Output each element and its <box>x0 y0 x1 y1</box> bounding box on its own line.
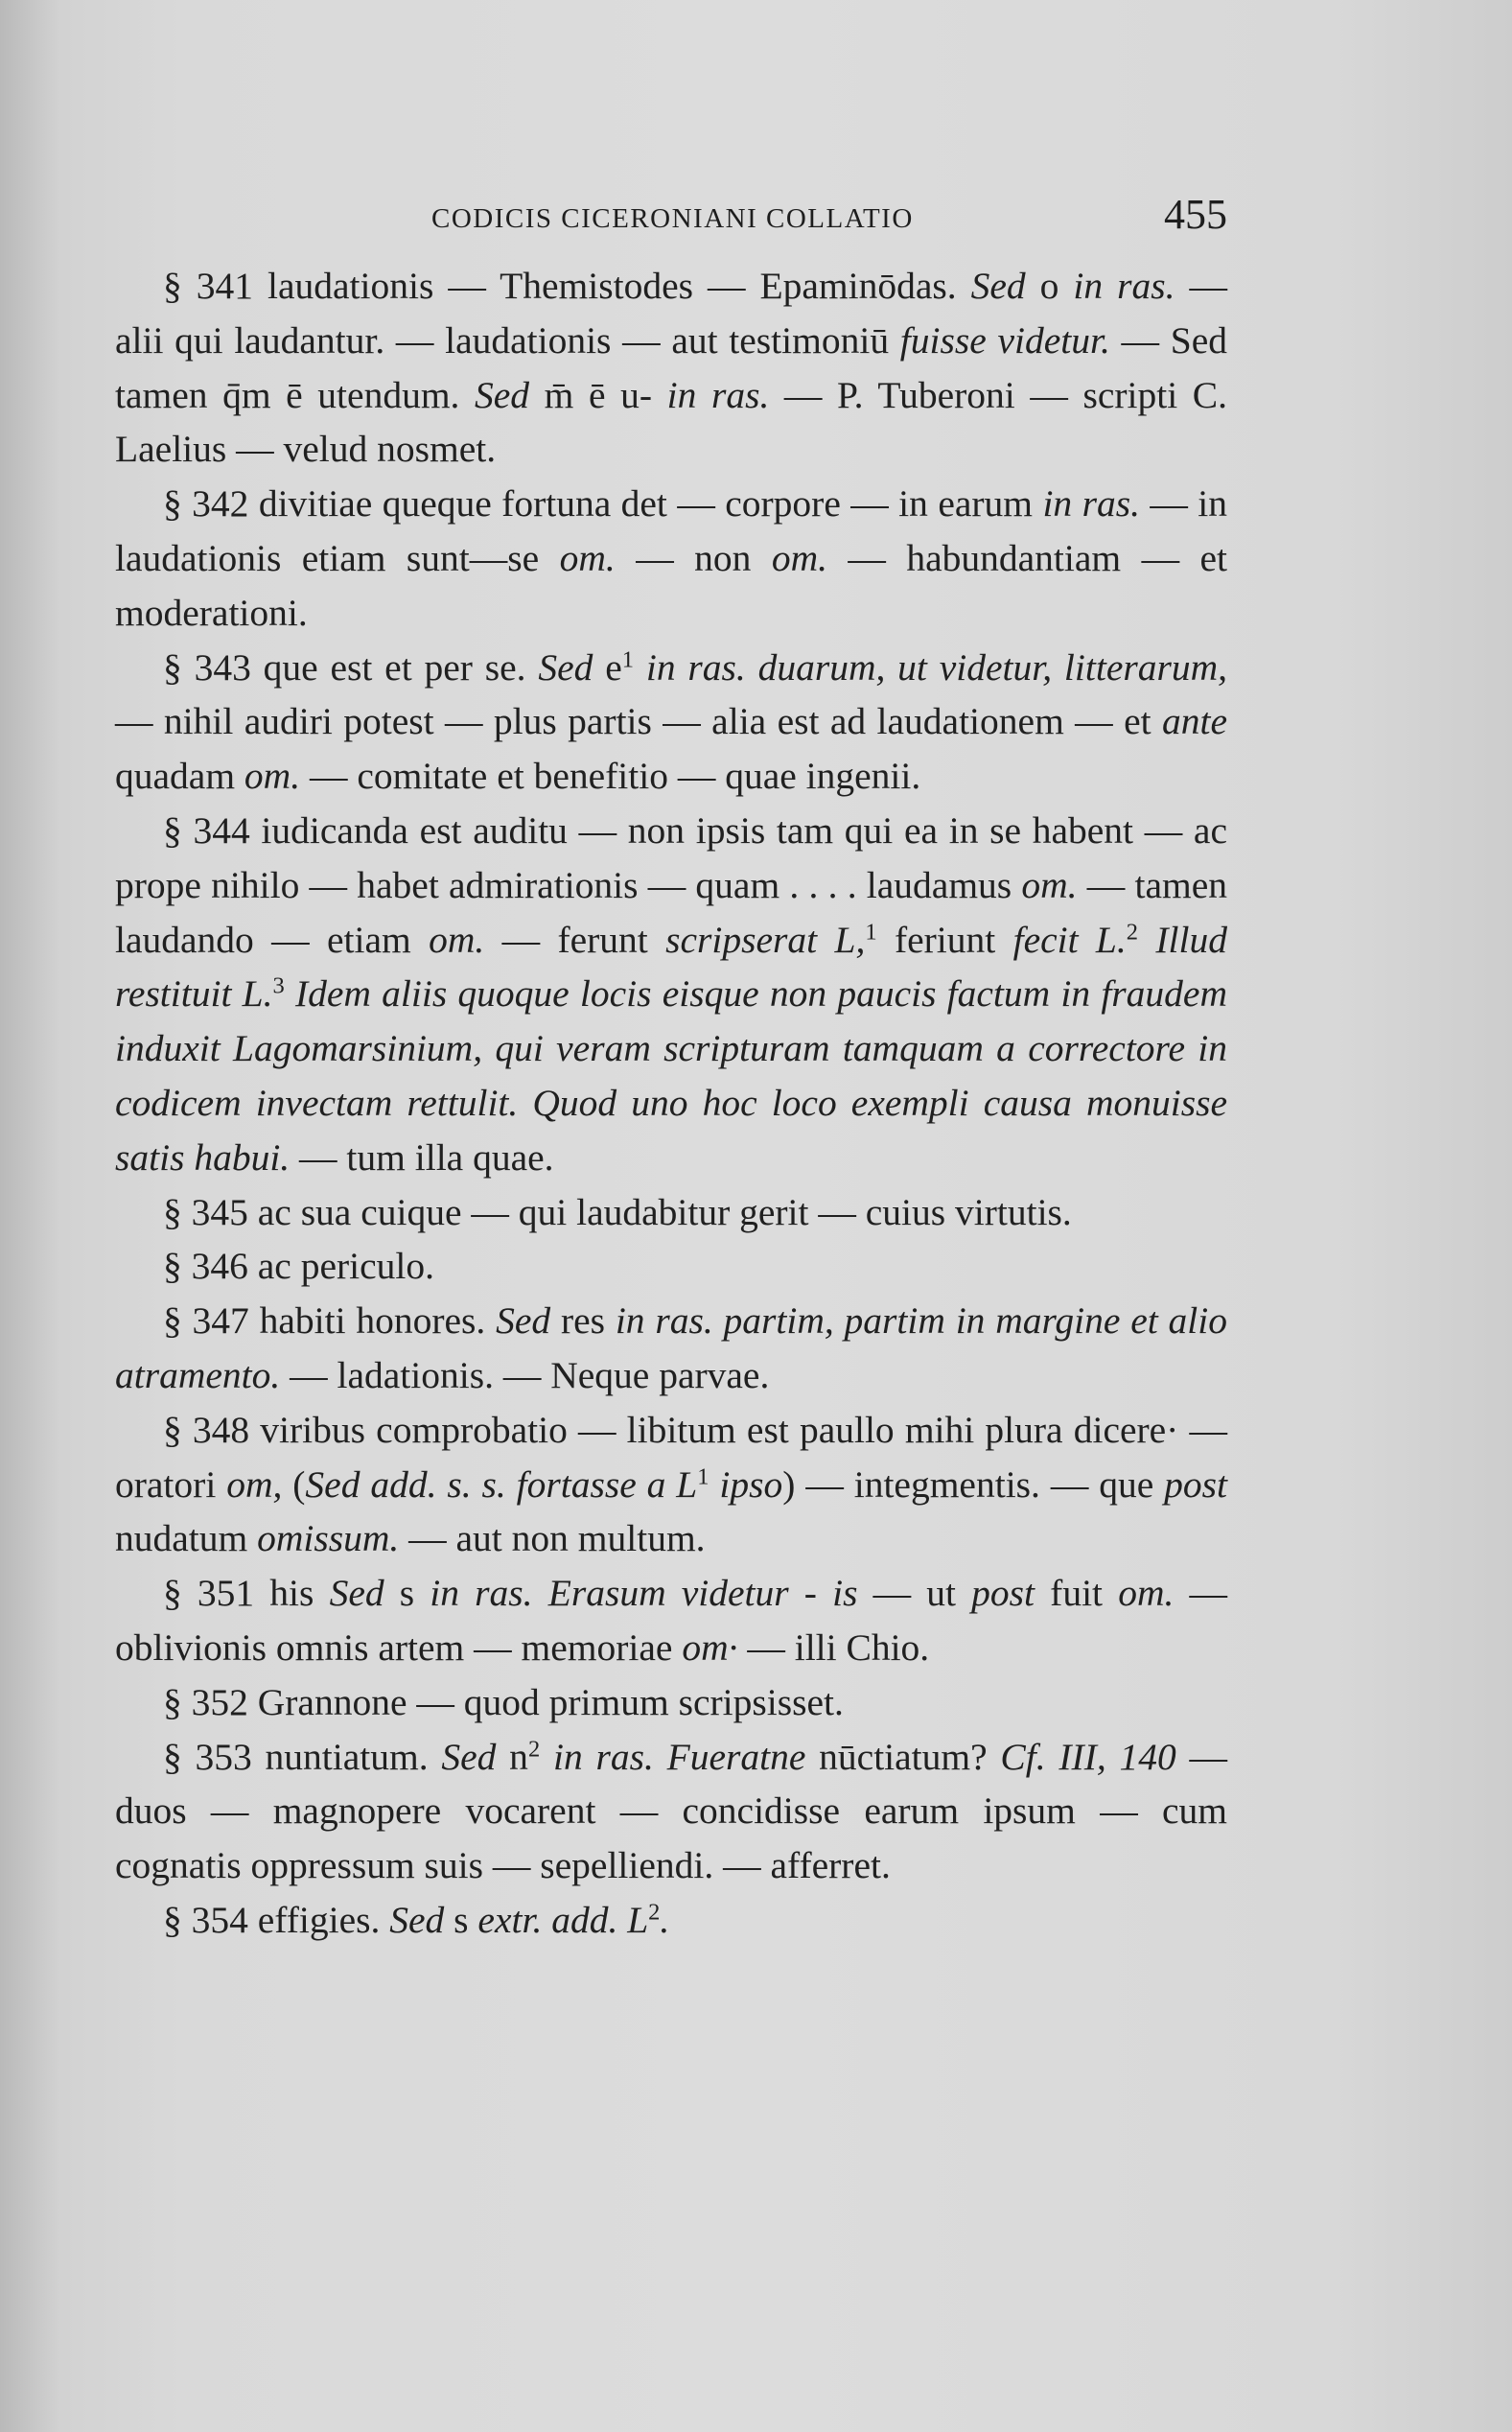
editorial-note: Sed add. s. s. fortasse a L <box>305 1462 698 1506</box>
collation-text-segment: — nihil audiri potest — plus partis — alia est ad laudationem — et <box>115 700 1162 743</box>
footnote-marker: 1 <box>865 919 877 946</box>
footnote-marker: 2 <box>1126 919 1139 946</box>
collation-text-segment: ( <box>282 1462 306 1506</box>
collation-text-segment: m̄ ē u- <box>529 373 667 416</box>
editorial-note: . <box>660 1898 670 1941</box>
collation-text-segment: — habundantiam — et moderationi. <box>115 536 1228 634</box>
editorial-note: Idem aliis quoque locis eisque non paucis factum in fraudem induxit Lagomarsinium, qui veram scripturam tamquam a correctore in codicem invectam rettulit. Quod uno hoc loco exempli causa monuisse satis habui. <box>115 972 1227 1179</box>
editorial-note: om. <box>771 536 827 579</box>
footnote-marker: 3 <box>272 972 285 999</box>
editorial-note: ipso <box>719 1462 783 1506</box>
collation-text-segment: nūctiatum? <box>805 1735 1001 1778</box>
collation-text-segment: § 344 iudicanda est auditu — non ipsis tam qui ea in se habent — ac prope nihilo — habet admirationis — quam . . . . laudamus <box>115 808 1227 906</box>
entry-353 <box>115 1730 1227 1893</box>
editorial-note: Cf. III, 140 <box>1000 1735 1176 1778</box>
editorial-note: in ras. <box>1042 482 1140 526</box>
collation-text-segment: — duos — magnopere vocarent — concidisse earum ipsum — cum cognatis oppressum suis — sepelliendi. — afferret. <box>115 1735 1228 1887</box>
collation-text-segment: s <box>444 1898 478 1941</box>
collation-text-segment: ) — integmentis. — que <box>782 1462 1165 1506</box>
editorial-note: Illud restituit L. <box>115 918 1227 1016</box>
page-number: 455 <box>1164 191 1227 238</box>
editorial-note: om, <box>226 1462 283 1506</box>
editorial-note: post <box>1164 1462 1228 1506</box>
collation-text-segment: — aut non multum. <box>399 1517 706 1560</box>
editorial-note: Sed <box>441 1735 497 1778</box>
editorial-note: omissum. <box>257 1517 400 1560</box>
collation-text-segment: — ladationis. — Neque parvae. <box>280 1353 770 1396</box>
collation-text-segment: — alii qui laudantur. — laudationis — aut testimoniū <box>115 265 1227 362</box>
editorial-note: post <box>971 1572 1035 1615</box>
collation-text-segment: — tamen laudando — etiam <box>115 863 1227 961</box>
entry-352 <box>115 1675 1227 1730</box>
editorial-note: scripserat L, <box>665 918 866 961</box>
entry-343 <box>115 641 1227 804</box>
collation-text-segment: — in laudationis etiam sunt—se <box>115 482 1228 579</box>
collation-text-segment: nudatum <box>115 1517 258 1560</box>
footnote-marker: 1 <box>697 1463 709 1490</box>
collation-text-segment: — non <box>615 536 772 579</box>
collation-text-segment: § 343 que est et per se. <box>163 645 539 689</box>
collation-text-segment: feriunt <box>876 918 1013 961</box>
editorial-note: Sed <box>329 1572 384 1615</box>
collation-text <box>115 259 1227 1948</box>
editorial-note: fecit L. <box>1012 918 1127 961</box>
collation-text-segment: — ferunt <box>484 918 666 961</box>
collation-text-segment: e <box>593 645 622 689</box>
collation-text-segment <box>1138 919 1155 961</box>
collation-text-segment: s <box>384 1572 430 1615</box>
collation-text-segment: — comitate et benefitio — quae ingenii. <box>300 755 921 798</box>
footnote-marker: 1 <box>621 646 635 673</box>
collation-text-segment <box>540 1736 553 1778</box>
editorial-note: in ras. duarum, ut videtur, litterarum, <box>645 645 1228 689</box>
entry-345 <box>115 1185 1227 1240</box>
editorial-note: Sed <box>538 645 593 689</box>
editorial-note: Sed <box>970 265 1026 307</box>
collation-text-segment: § 353 nuntiatum. <box>163 1735 442 1778</box>
collation-text-segment: § 342 divitiae queque fortuna det — corpore — in earum <box>163 482 1043 526</box>
editorial-note: om. <box>429 918 485 961</box>
collation-text-segment: — oblivionis omnis artem — memoriae <box>115 1572 1227 1669</box>
editorial-note: Sed <box>389 1898 445 1941</box>
editorial-note: in ras. <box>1073 265 1175 307</box>
footnote-marker: 2 <box>527 1736 541 1763</box>
editorial-note: om. <box>559 536 616 579</box>
editorial-note: fuisse videtur. <box>899 318 1110 362</box>
editorial-note: Sed <box>475 373 530 416</box>
editorial-note: in ras. Fueratne <box>552 1735 806 1778</box>
editorial-note: om. <box>1118 1572 1175 1615</box>
editorial-note: in ras. <box>666 373 770 416</box>
collation-text-segment: § 341 laudationis — Themistodes — Epaminōdas. <box>163 265 971 307</box>
entry-354 <box>115 1893 1227 1948</box>
editorial-note: om· <box>682 1625 738 1669</box>
entry-344 <box>115 804 1227 1185</box>
collation-text-segment: § 345 ac sua cuique — qui laudabitur gerit — cuius virtutis. <box>163 1190 1072 1233</box>
collation-text-segment <box>285 972 295 1015</box>
collation-text-segment: § 352 Grannone — quod primum scripsisset. <box>163 1680 844 1723</box>
collation-text-segment <box>709 1463 720 1506</box>
entry-341 <box>115 259 1227 477</box>
collation-text-segment: § 354 effigies. <box>163 1898 390 1941</box>
editorial-note: Sed <box>496 1299 551 1343</box>
collation-text-segment: — ut <box>857 1572 972 1615</box>
collation-text-segment: § 346 ac periculo. <box>163 1245 434 1288</box>
collation-text-segment: fuit <box>1035 1572 1119 1615</box>
entry-347 <box>115 1294 1227 1403</box>
collation-text-segment: § 351 his <box>163 1572 330 1615</box>
editorial-note: om. <box>1021 863 1078 906</box>
entry-351 <box>115 1566 1227 1675</box>
collation-text-segment: § 348 viribus comprobatio — libitum est paullo mihi plura dicere· — oratori <box>115 1408 1227 1506</box>
collation-text-segment: — tum illa quae. <box>290 1135 554 1179</box>
footnote-marker: 2 <box>648 1899 661 1926</box>
collation-text-segment: o <box>1025 265 1074 307</box>
collation-text-segment: — P. Tuberoni — scripti C. Laelius — velud nosmet. <box>115 373 1228 471</box>
collation-text-segment: § 347 habiti honores. <box>163 1299 497 1343</box>
editorial-note: in ras. partim, partim in margine et alio atramento. <box>115 1299 1227 1396</box>
editorial-note: om. <box>244 755 301 798</box>
running-header <box>115 190 1227 247</box>
editorial-note: in ras. Erasum videtur - is <box>430 1572 858 1615</box>
editorial-note: ante <box>1161 700 1227 743</box>
entry-346 <box>115 1239 1227 1294</box>
collation-text-segment: quadam <box>115 755 244 798</box>
collation-text-segment: — Sed tamen q̄m ē utendum. <box>115 318 1227 416</box>
running-title: CODICIS CICERONIANI COLLATIO <box>431 203 914 234</box>
collation-text-segment: res <box>550 1299 616 1343</box>
editorial-note: extr. add. L <box>477 1898 649 1941</box>
entry-348 <box>115 1403 1227 1566</box>
collation-text-segment <box>634 646 646 689</box>
collation-text-segment: n <box>496 1735 528 1778</box>
collation-text-segment: — illi Chio. <box>737 1625 930 1669</box>
entry-342 <box>115 477 1227 640</box>
